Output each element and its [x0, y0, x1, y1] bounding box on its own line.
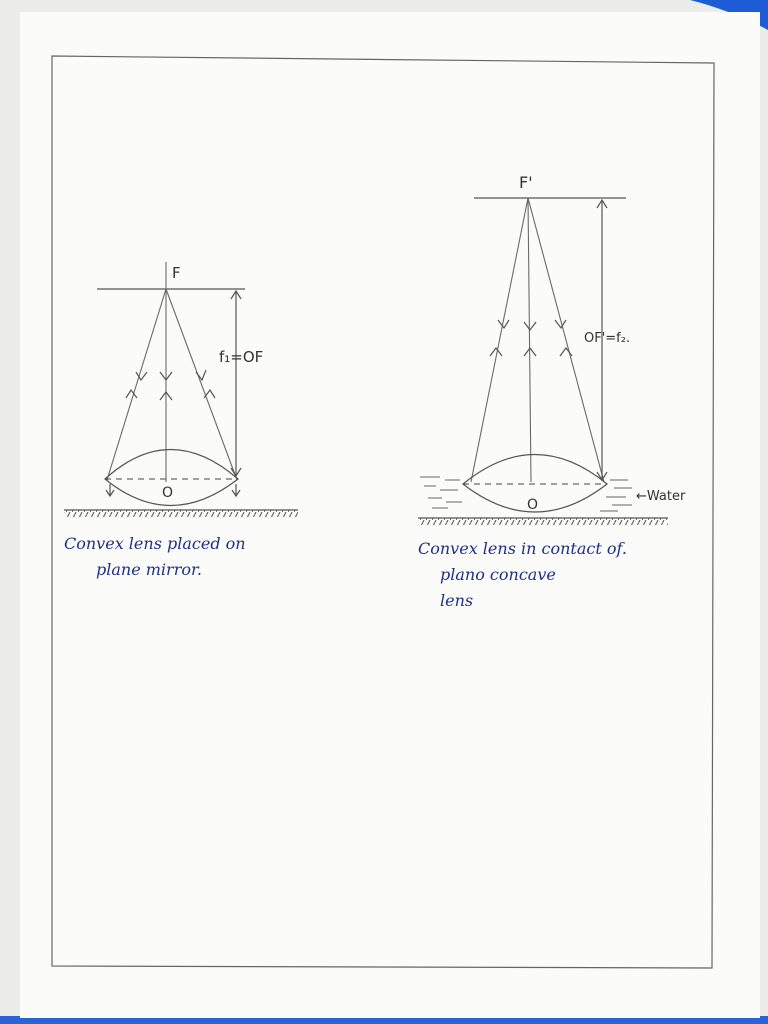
left-caption-line1: Convex lens placed on	[64, 534, 246, 553]
left-mirror-hatching	[64, 510, 298, 517]
left-center-label: O	[162, 485, 174, 501]
right-focal-length-label: OF'=f₂.	[584, 331, 631, 346]
left-focus-label: F	[172, 264, 181, 282]
right-center-label: O	[527, 497, 539, 513]
right-caption-line2: plano concave	[440, 565, 556, 584]
left-focal-length-label: f₁=OF	[219, 348, 264, 366]
right-caption-line3: lens	[440, 591, 474, 610]
right-caption-line1: Convex lens in contact of.	[418, 539, 627, 558]
water-label: ←Water	[636, 489, 686, 504]
left-caption-line2: plane mirror.	[96, 560, 202, 579]
right-ground-hatching	[418, 518, 668, 525]
right-focus-label: F'	[519, 173, 533, 192]
